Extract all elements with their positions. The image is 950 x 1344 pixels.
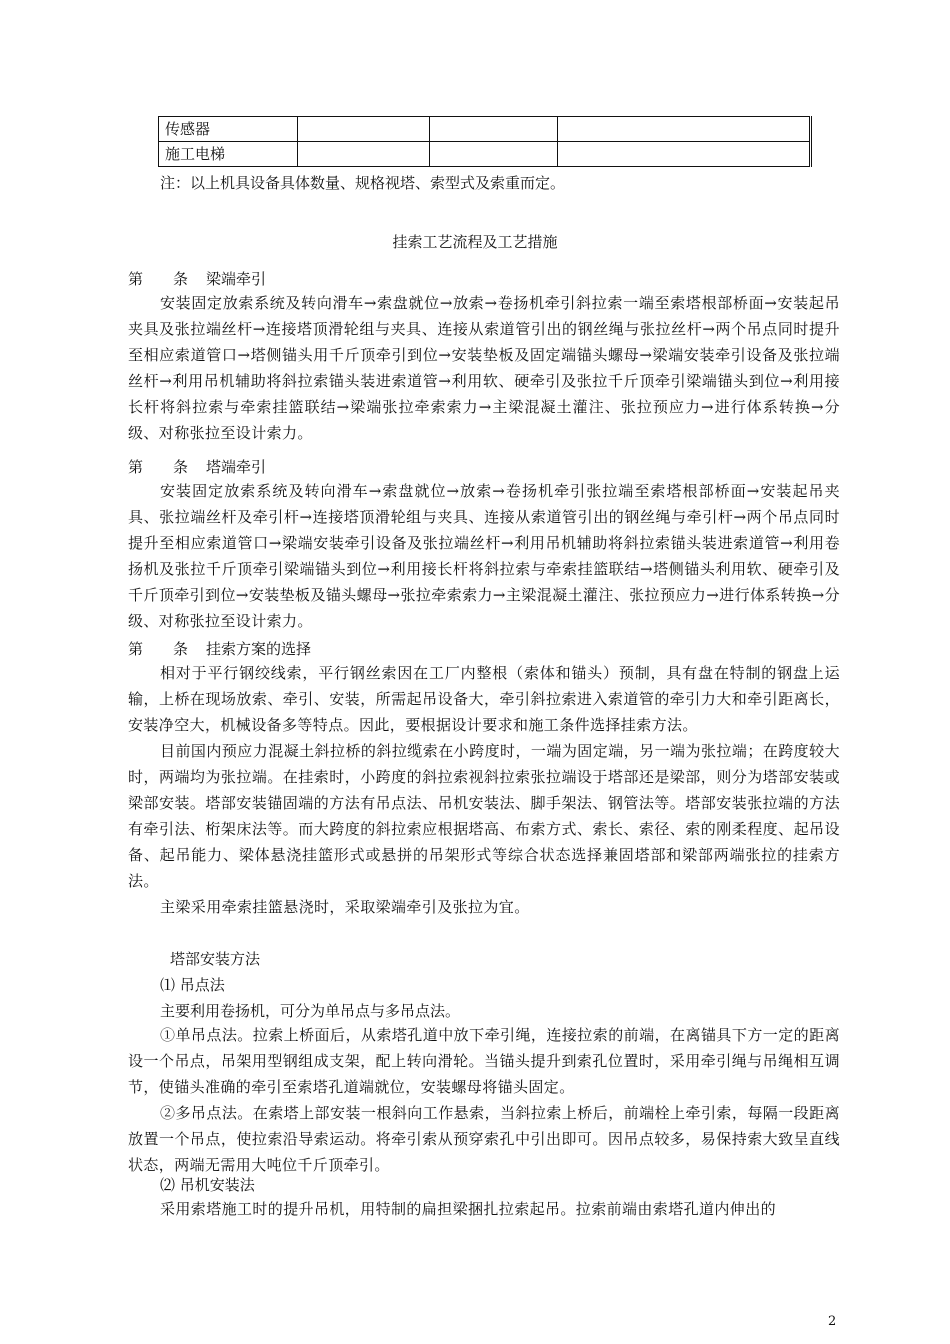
article-number: 第 条 (128, 458, 189, 476)
section-title: 挂索工艺流程及工艺措施 (392, 233, 558, 251)
table-cell (430, 142, 558, 167)
subsection-title: 塔部安装方法 (170, 950, 261, 968)
article-title: 挂索方案的选择 (206, 640, 312, 658)
table-cell (430, 117, 558, 142)
table-row (159, 142, 811, 167)
article-heading (128, 454, 840, 480)
article-heading (128, 266, 840, 292)
table-note: 注：以上机具设备具体数量、规格视塔、索型式及索重而定。 (160, 174, 566, 192)
table-cell (558, 117, 811, 142)
article-number: 第 条 (128, 270, 189, 288)
article-body (128, 660, 840, 920)
method-body (128, 1196, 840, 1222)
equipment-table (158, 116, 812, 167)
article-number: 第 条 (128, 640, 189, 658)
paragraph: 主梁采用牵索挂篮悬浇时，采取梁端牵引及张拉为宜。 (160, 898, 530, 916)
table-row (159, 117, 811, 142)
table-cell: 施工电梯 (159, 142, 298, 167)
method-title: ⑴ 吊点法 (160, 976, 225, 994)
method-intro: 主要利用卷扬机，可分为单吊点与多吊点法。 (160, 1002, 461, 1020)
page-number: 2 (828, 1314, 837, 1329)
method-title: ⑵ 吊机安装法 (160, 1176, 255, 1194)
paragraph: ②多吊点法。在索塔上部安装一根斜向工作悬索，当斜拉索上桥后，前端栓上牵引索，每隔一段距离放置一个吊点，使拉索沿导索运动。将牵引索从预穿索孔中引出即可。因吊点较多，易保持索大致呈直线状态，两端无需用大吨位千斤顶牵引。 (128, 1104, 840, 1174)
table-cell (298, 117, 430, 142)
table-cell (558, 142, 811, 167)
paragraph: ①单吊点法。拉索上桥面后，从索塔孔道中放下牵引绳，连接拉索的前端，在离锚具下方一定的距离设一个吊点，吊架用型钢组成支架，配上转向滑轮。当锚头提升到索孔位置时，采用牵引绳与吊绳相互调节，使锚头准确的牵引至索塔孔道端就位，安装螺母将锚头固定。 (128, 1026, 840, 1096)
article-title: 塔端牵引 (206, 458, 267, 476)
paragraph: 相对于平行钢绞线索，平行钢丝索因在工厂内整根（索体和锚头）预制，具有盘在特制的钢盘上运输，上桥在现场放索、牵引、安装，所需起吊设备大，牵引斜拉索进入索道管的牵引力大和牵引距离长，安装净空大，机械设备多等特点。因此，要根据设计要求和施工条件选择挂索方法。 (128, 664, 840, 734)
article-heading (128, 636, 840, 662)
paragraph: 采用索塔施工时的提升吊机，用特制的扁担梁捆扎拉索起吊。拉索前端由索塔孔道内伸出的 (160, 1200, 777, 1218)
article-body (128, 478, 840, 634)
article-title: 梁端牵引 (206, 270, 267, 288)
table-cell: 传感器 (159, 117, 298, 142)
method-body (128, 1022, 840, 1178)
paragraph: 目前国内预应力混凝土斜拉桥的斜拉缆索在小跨度时，一端为固定端，另一端为张拉端；在跨度较大时，两端均为张拉端。在挂索时，小跨度的斜拉索视斜拉索张拉端设于塔部还是梁部，则分为塔部安装或梁部安装。塔部安装锚固端的方法有吊点法、吊机安装法、脚手架法、钢管法等。塔部安装张拉端的方法有牵引法、桁架床法等。而大跨度的斜拉索应根据塔高、布索方式、索长、索径、索的刚柔程度、起吊设备、起吊能力、梁体悬浇挂篮形式或悬拼的吊架形式等综合状态选择兼固塔部和梁部两端张拉的挂索方法。 (128, 742, 840, 890)
paragraph: 安装固定放索系统及转向滑车→索盘就位→放索→卷扬机牵引斜拉索一端至索塔根部桥面→安装起吊夹具及张拉端丝杆→连接塔顶滑轮组与夹具、连接从索道管引出的钢丝绳与张拉丝杆→两个吊点同时提升至相应索道管口→塔侧锚头用千斤顶牵引到位→安装垫板及固定端锚头螺母→梁端安装牵引设备及张拉端丝杆→利用吊机辅助将斜拉索锚头装进索道管→利用软、硬牵引及张拉千斤顶牵引梁端锚头到位→利用接长杆将斜拉索与牵索挂篮联结→梁端张拉牵索索力→主梁混凝土灌注、张拉预应力→进行体系转换→分级、对称张拉至设计索力。 (128, 294, 840, 442)
paragraph: 安装固定放索系统及转向滑车→索盘就位→放索→卷扬机牵引张拉端至索塔根部桥面→安装起吊夹具、张拉端丝杆及牵引杆→连接塔顶滑轮组与夹具、连接从索道管引出的钢丝绳与牵引杆→两个吊点同时提升至相应索道管口→梁端安装牵引设备及张拉端丝杆→利用吊机辅助将斜拉索锚头装进索道管→利用卷扬机及张拉千斤顶牵引梁端锚头到位→利用接长杆将斜拉索与牵索挂篮联结→塔侧锚头利用软、硬牵引及千斤顶牵引到位→安装垫板及锚头螺母→张拉牵索索力→主梁混凝土灌注、张拉预应力→进行体系转换→分级、对称张拉至设计索力。 (128, 482, 840, 630)
table-cell (298, 142, 430, 167)
article-body (128, 290, 840, 446)
